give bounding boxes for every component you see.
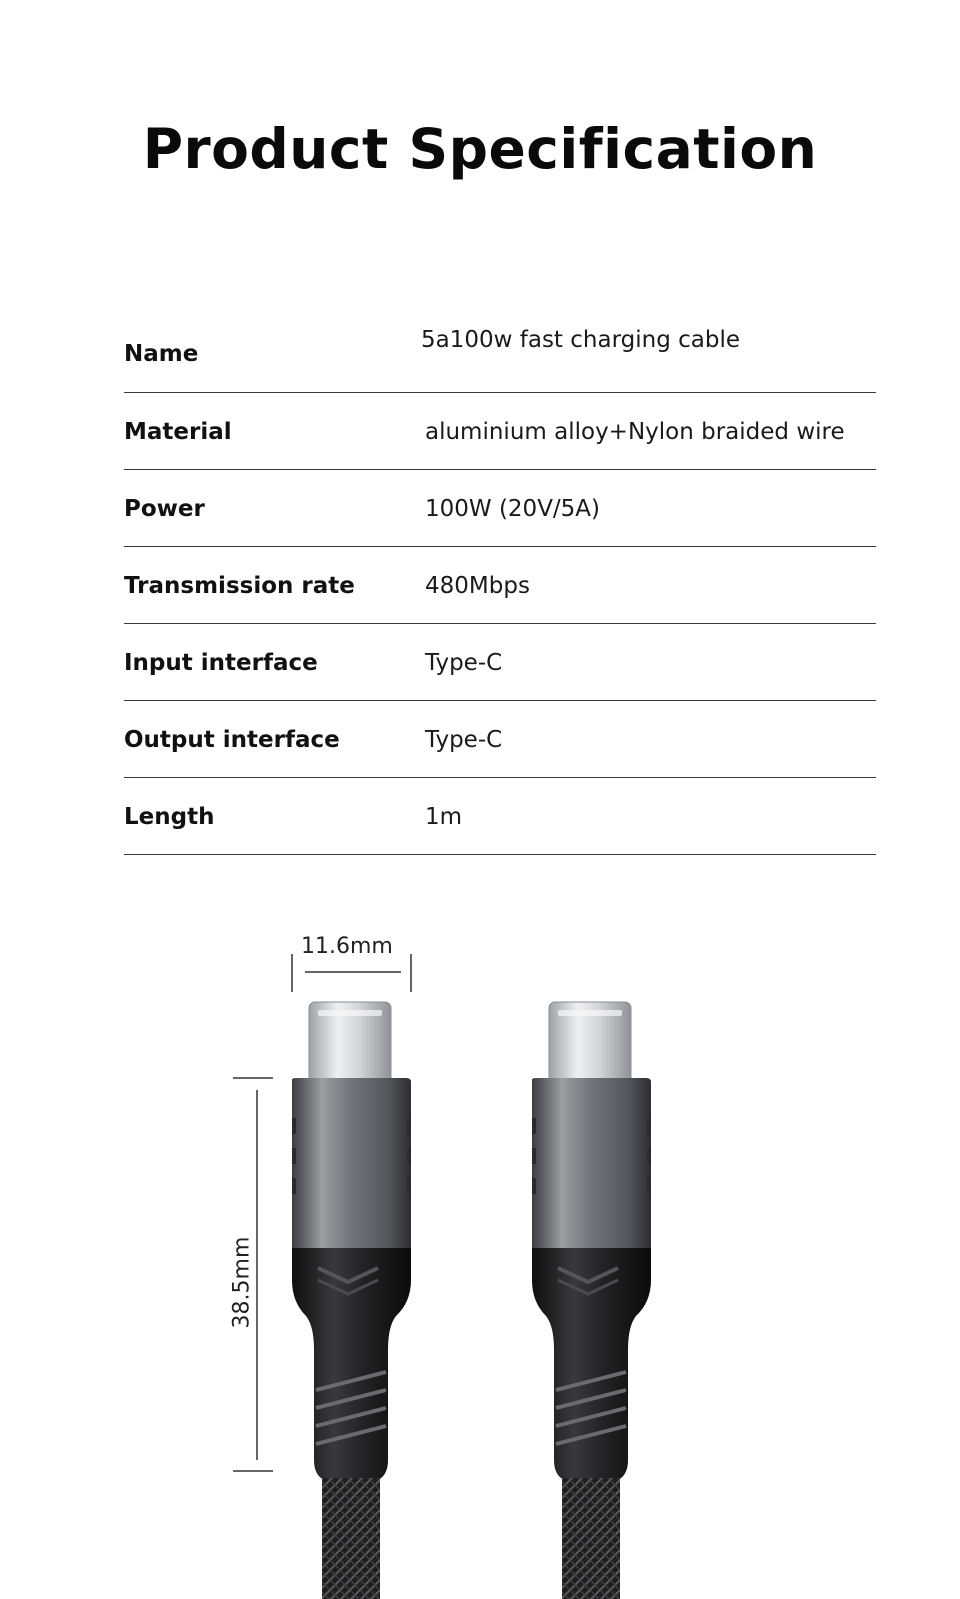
spec-value: Type-C <box>425 727 503 753</box>
spec-value: 1m <box>425 804 463 830</box>
length-dimension-label: 38.5mm <box>229 1236 255 1329</box>
width-dimension-label: 11.6mm <box>301 934 393 959</box>
spec-value: aluminium alloy+Nylon braided wire <box>425 419 845 445</box>
right-cable <box>532 1002 651 1599</box>
spec-row-transmission-rate <box>124 547 876 624</box>
spec-value: 100W (20V/5A) <box>425 496 601 522</box>
spec-value: 480Mbps <box>425 573 530 599</box>
spec-row-output-interface <box>124 701 876 778</box>
spec-row-length <box>124 778 876 855</box>
spec-label: Input interface <box>124 650 318 676</box>
left-cable <box>292 1002 411 1599</box>
spec-label: Transmission rate <box>124 573 355 599</box>
spec-row-input-interface <box>124 624 876 701</box>
spec-label: Output interface <box>124 727 340 753</box>
cable-diagram <box>0 930 960 1599</box>
width-dimension-lines <box>292 954 411 992</box>
spec-value: 5a100w fast charging cable <box>421 327 740 353</box>
cable-illustration <box>0 930 960 1599</box>
spec-table <box>124 316 876 855</box>
spec-row-name <box>124 316 876 393</box>
page-title: Product Specification <box>142 117 818 181</box>
spec-label: Name <box>124 341 199 367</box>
spec-row-power <box>124 470 876 547</box>
spec-value: Type-C <box>425 650 503 676</box>
spec-label: Material <box>124 419 232 445</box>
spec-row-material <box>124 393 876 470</box>
spec-label: Length <box>124 804 215 830</box>
spec-label: Power <box>124 496 205 522</box>
